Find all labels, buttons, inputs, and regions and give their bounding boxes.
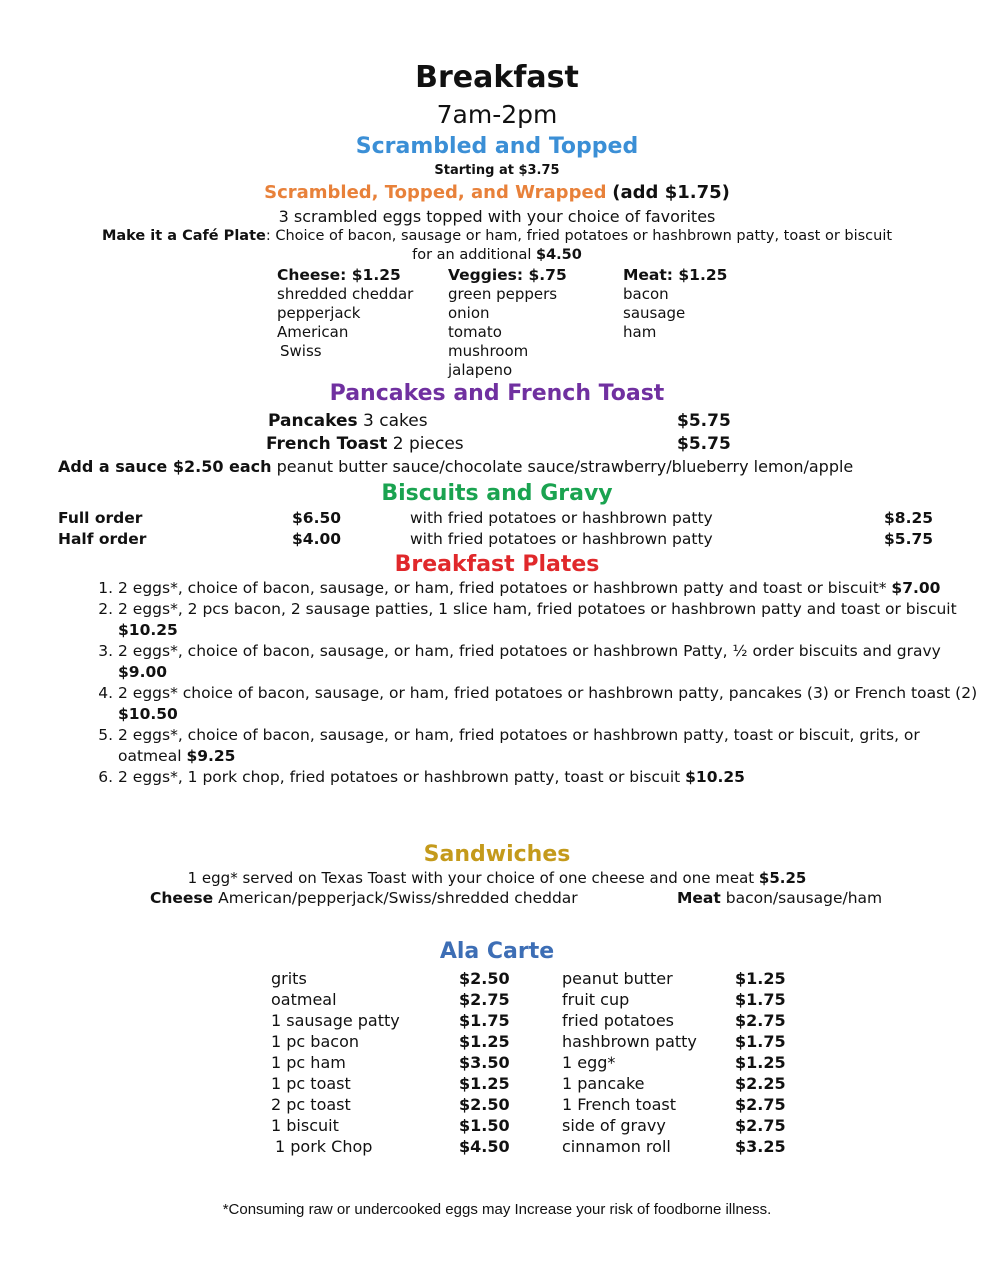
ala-item-price: $1.75: [735, 1032, 786, 1051]
meat-options: [623, 266, 727, 342]
pancakes-item: [268, 411, 428, 431]
scrambled-starting-price: Starting at $3.75: [434, 163, 560, 178]
cheese-heading: Cheese: $1.25: [277, 266, 401, 284]
plate-item: [118, 725, 978, 767]
wrapped-heading: Scrambled, Topped, and Wrapped: [264, 182, 607, 203]
ala-item-name: 1 egg*: [562, 1053, 616, 1072]
ala-item-price: $2.25: [735, 1074, 786, 1093]
plate-price: $10.25: [118, 621, 178, 639]
ala-carte-left-names: [271, 968, 400, 1157]
ala-carte-left-prices: [459, 968, 510, 1157]
ala-item-price: $1.25: [459, 1032, 510, 1051]
cafe-plate-line: [0, 228, 994, 244]
option-item: tomato: [448, 323, 502, 341]
ala-item-name: peanut butter: [562, 969, 673, 988]
plate-price: $9.00: [118, 663, 168, 681]
ala-item-name: 1 pork Chop: [275, 1137, 373, 1156]
ala-item-price: $2.75: [459, 990, 510, 1009]
plate-text: 2 eggs*, choice of bacon, sausage, or ham, fried potatoes or hashbrown patty and toast or biscuit*: [118, 579, 887, 597]
full-order-price: $6.50: [292, 509, 342, 527]
menu-hours: 7am-2pm: [436, 100, 558, 129]
biscuits-heading: Biscuits and Gravy: [381, 481, 613, 506]
sauce-options: peanut butter sauce/chocolate sauce/strawberry/blueberry lemon/apple: [276, 457, 854, 476]
option-item: sausage: [623, 304, 686, 322]
menu-title: Breakfast: [415, 60, 579, 95]
ala-item-name: 1 pc bacon: [271, 1032, 359, 1051]
option-item: ham: [623, 323, 657, 341]
full-order-with: with fried potatoes or hashbrown patty: [410, 509, 713, 527]
ala-item-name: 1 French toast: [562, 1095, 677, 1114]
sandwich-meat-line: [677, 889, 882, 907]
plate-text: 2 eggs*, 2 pcs bacon, 2 sausage patties, 1 slice ham, fried potatoes or hashbrown patty and toast or biscuit: [118, 600, 957, 618]
full-order-with-price: $8.25: [884, 509, 934, 527]
wrapped-heading-line: [0, 182, 994, 203]
cafe-plate-text: : Choice of bacon, sausage or ham, fried potatoes or hashbrown patty, toast or biscuit: [265, 228, 893, 244]
ala-item-price: $1.25: [735, 1053, 786, 1072]
plate-item: [118, 599, 978, 641]
pancakes-detail: 3 cakes: [363, 411, 428, 431]
plate-price: $7.00: [891, 579, 941, 597]
full-order-name: Full order: [58, 509, 143, 527]
half-order-name: Half order: [58, 530, 147, 548]
option-item: shredded cheddar: [277, 285, 414, 303]
french-toast-name: French Toast: [266, 434, 388, 454]
option-item: pepperjack: [277, 304, 361, 322]
wrapped-add-price: (add $1.75): [612, 182, 730, 203]
plate-text: 2 eggs*, choice of bacon, sausage, or ham, fried potatoes or hashbrown patty, toast or biscuit, grits, or oatmeal: [118, 726, 920, 765]
ala-item-price: $2.75: [735, 1011, 786, 1030]
ala-item-name: cinnamon roll: [562, 1137, 671, 1156]
sandwich-cheese-options: American/pepperjack/Swiss/shredded cheddar: [218, 889, 578, 907]
sauce-line: [58, 457, 853, 476]
sandwich-cheese-label: Cheese: [150, 889, 214, 907]
ala-item-name: grits: [271, 969, 307, 988]
ala-item-name: 1 biscuit: [271, 1116, 339, 1135]
plate-text: 2 eggs* choice of bacon, sausage, or ham, fried potatoes or hashbrown patty, pancakes (3) or French toast (2): [118, 684, 978, 702]
scrambled-description: 3 scrambled eggs topped with your choice of favorites: [278, 207, 716, 226]
ala-item-name: fruit cup: [562, 990, 630, 1009]
ala-item-price: $2.50: [459, 969, 510, 988]
pancakes-heading: Pancakes and French Toast: [329, 381, 665, 406]
ala-item-price: $1.50: [459, 1116, 510, 1135]
sandwich-meat-label: Meat: [677, 889, 721, 907]
pancakes-price: $5.75: [677, 411, 731, 431]
option-item: onion: [448, 304, 490, 322]
option-item: Swiss: [280, 342, 322, 360]
sandwich-description: 1 egg* served on Texas Toast with your choice of one cheese and one meat: [187, 869, 755, 887]
ala-carte-right-prices: [735, 968, 786, 1157]
ala-item-name: 1 sausage patty: [271, 1011, 400, 1030]
plate-price: $10.50: [118, 705, 178, 723]
half-order-with-price: $5.75: [884, 530, 934, 548]
ala-item-price: $1.75: [735, 990, 786, 1009]
sandwich-cheese-line: [150, 889, 578, 907]
sandwich-price: $5.25: [758, 869, 807, 887]
ala-item-price: $3.25: [735, 1137, 786, 1156]
ala-item-name: hashbrown patty: [562, 1032, 697, 1051]
plate-item: [118, 578, 978, 599]
ala-item-name: oatmeal: [271, 990, 337, 1009]
ala-item-price: $2.50: [459, 1095, 510, 1114]
sandwich-meat-options: bacon/sausage/ham: [725, 889, 883, 907]
scrambled-heading: Scrambled and Topped: [355, 134, 639, 159]
food-safety-disclaimer: *Consuming raw or undercooked eggs may Increase your risk of foodborne illness.: [222, 1201, 772, 1218]
ala-item-name: side of gravy: [562, 1116, 666, 1135]
ala-item-name: 1 pc ham: [271, 1053, 346, 1072]
ala-item-price: $1.25: [459, 1074, 510, 1093]
cafe-plate-additional: for an additional: [412, 247, 532, 263]
french-toast-item: [266, 434, 464, 454]
meat-heading: Meat: $1.25: [623, 266, 728, 284]
cheese-options: [277, 266, 413, 361]
plate-item: [118, 683, 978, 725]
plate-text: 2 eggs*, choice of bacon, sausage, or ham, fried potatoes or hashbrown Patty, ½ order biscuits and gravy: [118, 642, 941, 660]
sandwich-description-line: [0, 869, 994, 887]
ala-item-price: $2.75: [735, 1116, 786, 1135]
sauce-label: Add a sauce $2.50 each: [58, 457, 272, 476]
plate-item: [118, 641, 978, 683]
pancakes-name: Pancakes: [268, 411, 358, 431]
ala-item-name: fried potatoes: [562, 1011, 675, 1030]
cafe-plate-price: $4.50: [535, 247, 582, 263]
french-toast-price: $5.75: [677, 434, 731, 454]
breakfast-plates-heading: Breakfast Plates: [394, 552, 600, 577]
ala-item-price: $4.50: [459, 1137, 510, 1156]
option-item: American: [277, 323, 349, 341]
ala-item-price: $1.75: [459, 1011, 510, 1030]
ala-carte-heading: Ala Carte: [439, 939, 555, 964]
option-item: bacon: [623, 285, 669, 303]
ala-item-price: $2.75: [735, 1095, 786, 1114]
french-toast-detail: 2 pieces: [392, 434, 464, 454]
sandwiches-heading: Sandwiches: [423, 842, 571, 867]
ala-item-name: 1 pc toast: [271, 1074, 351, 1093]
plate-text: 2 eggs*, 1 pork chop, fried potatoes or hashbrown patty, toast or biscuit: [118, 768, 681, 786]
plate-item: [118, 767, 978, 788]
veggies-heading: Veggies: $.75: [448, 266, 567, 284]
half-order-price: $4.00: [292, 530, 342, 548]
half-order-with: with fried potatoes or hashbrown patty: [410, 530, 713, 548]
ala-item-name: 2 pc toast: [271, 1095, 351, 1114]
option-item: jalapeno: [448, 361, 513, 379]
ala-item-name: 1 pancake: [562, 1074, 645, 1093]
plate-price: $9.25: [186, 747, 236, 765]
ala-item-price: $3.50: [459, 1053, 510, 1072]
plate-price: $10.25: [685, 768, 745, 786]
ala-item-price: $1.25: [735, 969, 786, 988]
breakfast-plates-list: [88, 578, 978, 788]
cafe-plate-label: Make it a Café Plate: [101, 228, 266, 244]
option-item: mushroom: [448, 342, 529, 360]
cafe-plate-line-2: [0, 247, 994, 263]
ala-carte-right-names: [562, 968, 697, 1157]
veggie-options: [448, 266, 567, 380]
option-item: green peppers: [448, 285, 558, 303]
